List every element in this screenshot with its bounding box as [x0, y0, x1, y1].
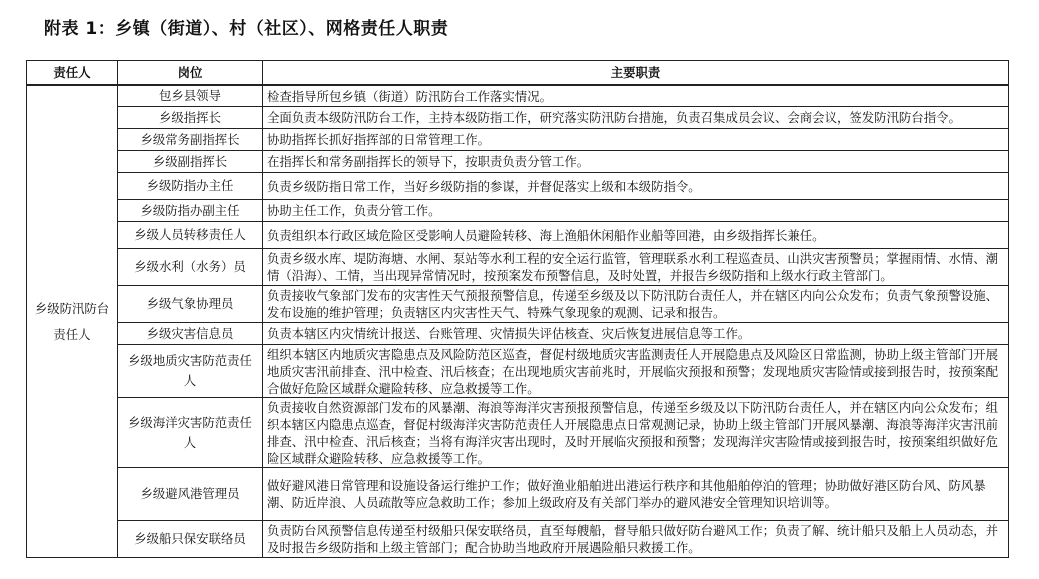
- post-cell: 乡级副指挥长: [118, 151, 263, 173]
- post-cell: 乡级防指办主任: [118, 173, 263, 200]
- table-row: [27, 286, 1009, 323]
- duty-cell: 负责接收自然资源部门发布的风暴潮、海浪等海洋灾害预报预警信息，传递至乡级及以下防汛防台责任人，并在辖区内向公众发布；组织本辖区内隐患点巡查，督促村级海洋灾害防范责任人开展隐患点日常观测记录，协助上级主管部门开展风暴潮、海浪等海洋灾害汛前排查、汛中检查、汛后核查；当将有海洋灾害出现时，及时开展临灾预报和预警；发现海洋灾害险情或接到报告时，按预案组织做好危险区域群众避险转移、应急救援等工作。: [263, 398, 1009, 468]
- duty-cell: 协助主任工作，负责分管工作。: [263, 200, 1009, 222]
- table-row: [27, 521, 1009, 558]
- table-row: [27, 107, 1009, 129]
- table-row: [27, 151, 1009, 173]
- table-row: [27, 323, 1009, 345]
- table-row: [27, 129, 1009, 151]
- duty-cell: 在指挥长和常务副指挥长的领导下，按职责负责分管工作。: [263, 151, 1009, 173]
- duty-cell: 负责组织本行政区域危险区受影响人员避险转移、海上渔船休闲船作业船等回港，由乡级指挥长兼任。: [263, 222, 1009, 249]
- duty-table: [26, 60, 1009, 558]
- table-row: [27, 173, 1009, 200]
- post-cell: 乡级海洋灾害防范责任人: [118, 398, 263, 468]
- header-responsible: 责任人: [27, 61, 118, 86]
- post-cell: 乡级人员转移责任人: [118, 222, 263, 249]
- table-row: [27, 200, 1009, 222]
- duty-cell: 组织本辖区内地质灾害隐患点及风险防范区巡查，督促村级地质灾害监测责任人开展隐患点及风险区日常监测，协助上级主管部门开展地质灾害汛前排查、汛中检查、汛后核查；在出现地质灾害前兆时，开展临灾预报和预警；发现地质灾害险情或接到报告时，按预案配合做好危险区域群众避险转移、应急救援等工作。: [263, 345, 1009, 398]
- page-title: 附表 1：乡镇（街道）、村（社区）、网格责任人职责: [44, 19, 449, 39]
- post-cell: 乡级地质灾害防范责任人: [118, 345, 263, 398]
- post-cell: 乡级船只保安联络员: [118, 521, 263, 558]
- post-cell: 乡级防指办副主任: [118, 200, 263, 222]
- table-row: [27, 468, 1009, 521]
- post-cell: 乡级指挥长: [118, 107, 263, 129]
- header-duties: 主要职责: [263, 61, 1009, 86]
- duty-cell: 全面负责本级防汛防台工作，主持本级防指工作，研究落实防汛防台措施，负责召集成员会议、会商会议，签发防汛防台指令。: [263, 107, 1009, 129]
- duty-cell: 负责本辖区内灾情统计报送、台账管理、灾情损失评估核查、灾后恢复进展信息等工作。: [263, 323, 1009, 345]
- post-cell: 乡级避风港管理员: [118, 468, 263, 521]
- post-cell: 包乡县领导: [118, 85, 263, 107]
- table-row: [27, 345, 1009, 398]
- duty-cell: 协助指挥长抓好指挥部的日常管理工作。: [263, 129, 1009, 151]
- table-row: [27, 222, 1009, 249]
- post-cell: 乡级常务副指挥长: [118, 129, 263, 151]
- post-cell: 乡级灾害信息员: [118, 323, 263, 345]
- duty-cell: 负责接收气象部门发布的灾害性天气预报预警信息，传递至乡级及以下防汛防台责任人，并在辖区内向公众发布；负责气象预警设施、发布设施的维护管理；负责辖区内灾害性天气、特殊气象现象的观测、记录和报告。: [263, 286, 1009, 323]
- duty-cell: 负责乡级水库、堤防海塘、水闸、泵站等水利工程的安全运行监管，管理联系水利工程巡查员、山洪灾害预警员；掌握雨情、水情、潮情（沿海）、工情，当出现异常情况时，按预案发布预警信息，及时处置，并报告乡级防指和上级水行政主管部门。: [263, 249, 1009, 286]
- table-row: [27, 249, 1009, 286]
- group-label-cell: 乡级防汛防台责任人: [27, 85, 118, 558]
- table-row: [27, 85, 1009, 107]
- duty-cell: 负责乡级防指日常工作，当好乡级防指的参谋，并督促落实上级和本级防指令。: [263, 173, 1009, 200]
- duty-cell: 负责防台风预警信息传递至村级船只保安联络员，直至每艘船，督导船只做好防台避风工作；负责了解、统计船只及船上人员动态，并及时报告乡级防指和上级主管部门；配合协助当地政府开展遇险船只救援工作。: [263, 521, 1009, 558]
- table-row: [27, 398, 1009, 468]
- post-cell: 乡级水利（水务）员: [118, 249, 263, 286]
- post-cell: 乡级气象协理员: [118, 286, 263, 323]
- duty-cell: 做好避风港日常管理和设施设备运行维护工作；做好渔业船舶进出港运行秩序和其他船舶停泊的管理；协助做好港区防台风、防风暴潮、防近岸浪、人员疏散等应急救助工作；参加上级政府及有关部门举办的避风港安全管理知识培训等。: [263, 468, 1009, 521]
- header-post: 岗位: [118, 61, 263, 86]
- table-header-row: [27, 61, 1009, 86]
- duty-cell: 检查指导所包乡镇（街道）防汛防台工作落实情况。: [263, 85, 1009, 107]
